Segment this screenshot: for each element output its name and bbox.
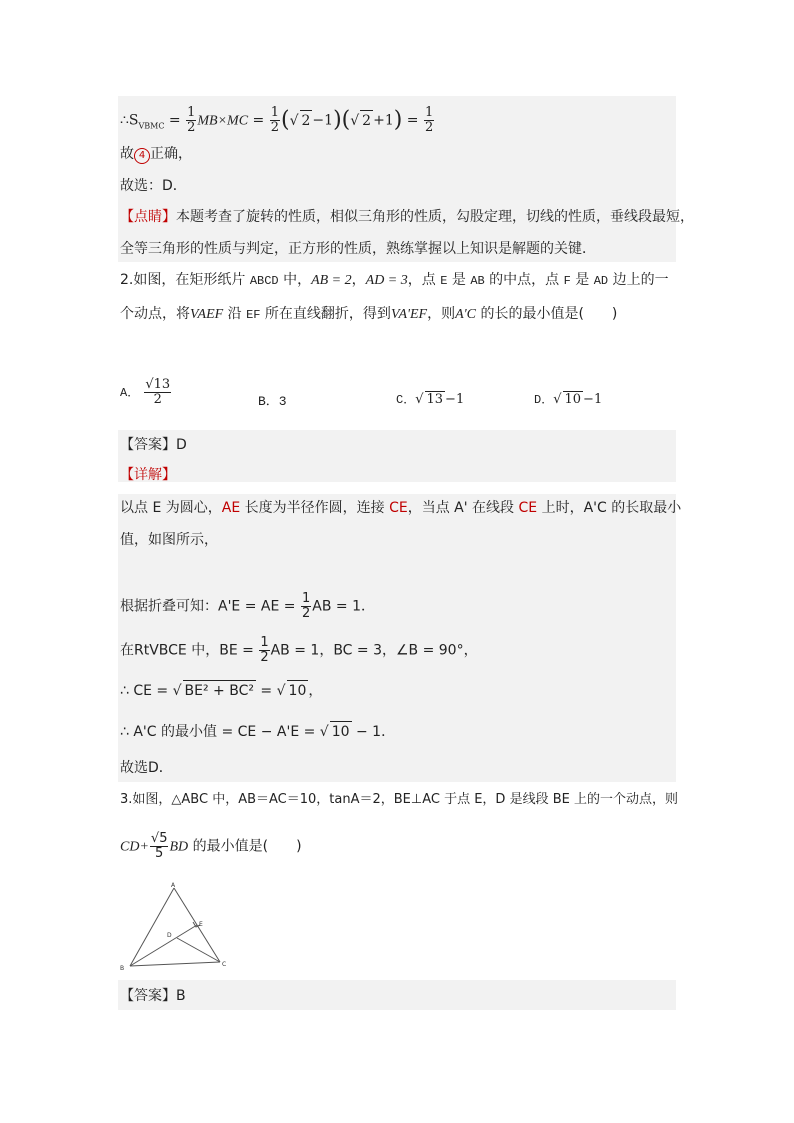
choice-a: A． $\frac{√13}{2}$	[120, 377, 171, 407]
band-answer-3	[118, 980, 676, 1010]
fold-half: $\frac{1}{2}$	[301, 591, 311, 621]
choice-c: C．√ 13 −1	[396, 390, 464, 407]
band-answer	[118, 430, 676, 482]
conclusion-line: 故 4 正确，	[120, 146, 192, 162]
q3-fraction: √ $\frac{5}{5}$	[150, 832, 169, 861]
answer-2: 【答案】D	[120, 437, 187, 453]
detail-tag: 【详解】	[120, 467, 176, 483]
q2-line-2: 个动点，将VAEF 沿 EF 所在直线翻折，得到VA'EF，则A'C 的长的最小值是( )	[120, 306, 618, 322]
label-a: A	[171, 882, 176, 889]
explain-line-1: 以点 E 为圆心，AE 长度为半径作圆，连接 CE，当点 A' 在线段 CE 上时，A'C 的长取最小	[120, 500, 682, 516]
therefore-s: ∴S	[120, 112, 139, 129]
rt-line: 在RtVBCE 中，BE = $\frac{1}{2}$ AB = 1，BC = 3，∠B = 90°，	[120, 635, 478, 665]
q2-line-1: 2.如图，在矩形纸片 ABCD 中，AB = 2，AD = 3，点 E 是 AB 的中点，点 F 是 AD 边上的一	[120, 272, 669, 288]
subscript: VBMC	[138, 121, 165, 131]
fold-line: 根据折叠可知：A'E = AE = $\frac{1}{2}$ AB = 1．	[120, 591, 375, 621]
mb-mc: MB×MC	[197, 113, 249, 129]
choice-d: D．√ 10 −1	[534, 390, 602, 407]
explain-line-2: 值，如图所示，	[120, 532, 218, 548]
ce-line: ∴ CE = √ BE² + BC² = √ 10 ，	[120, 680, 322, 701]
circled-4: 4	[134, 148, 150, 164]
select-d-2: 故选D．	[120, 760, 173, 776]
choice-a-fraction: $\frac{√13}{2}$	[145, 377, 171, 407]
half-fraction: $\frac{1}{2}$	[187, 105, 196, 135]
area-formula: $\therefore S_{VBMC}$ = $\frac{1}{2}$ MB×MC = $\frac{1}{2}$ (√ 2 −1)(√ 2 +1) = $\frac{1}{2}$	[120, 106, 435, 136]
choice-b: B．3	[258, 394, 287, 409]
label-e: E	[199, 921, 203, 928]
label-d: D	[167, 932, 172, 939]
comment-line-1: 【点睛】本题考查了旋转的性质，相似三角形的性质，勾股定理，切线的性质，垂线段最短，	[120, 209, 694, 225]
comment-tag: 【点睛】	[120, 209, 176, 225]
select-d-1: 故选：D．	[120, 178, 187, 194]
q3-line-1: 3.如图，△ABC 中，AB＝AC＝10，tanA＝2，BE⊥AC 于点 E，D 是线段 BE 上的一个动点，则	[120, 792, 678, 807]
rt-half: $\frac{1}{2}$	[260, 635, 269, 665]
half-fraction-3: $\frac{1}{2}$	[424, 105, 434, 135]
half-fraction-2: $\frac{1}{2}$	[270, 105, 279, 135]
min-line: ∴ A'C 的最小值 = CE − A'E = √ 10 − 1．	[120, 721, 395, 742]
label-b: B	[120, 965, 125, 972]
triangle-diagram	[115, 880, 240, 975]
label-c: C	[222, 961, 227, 968]
answer-3: 【答案】B	[120, 988, 186, 1004]
q3-line-2: CD+ √ $\frac{5}{5}$ BD 的最小值是( )	[120, 832, 302, 861]
comment-line-2: 全等三角形的性质与判定，正方形的性质，熟练掌握以上知识是解题的关键．	[120, 241, 596, 257]
sqrt-2b: 2	[360, 110, 373, 131]
sqrt-2: 2	[300, 110, 313, 131]
